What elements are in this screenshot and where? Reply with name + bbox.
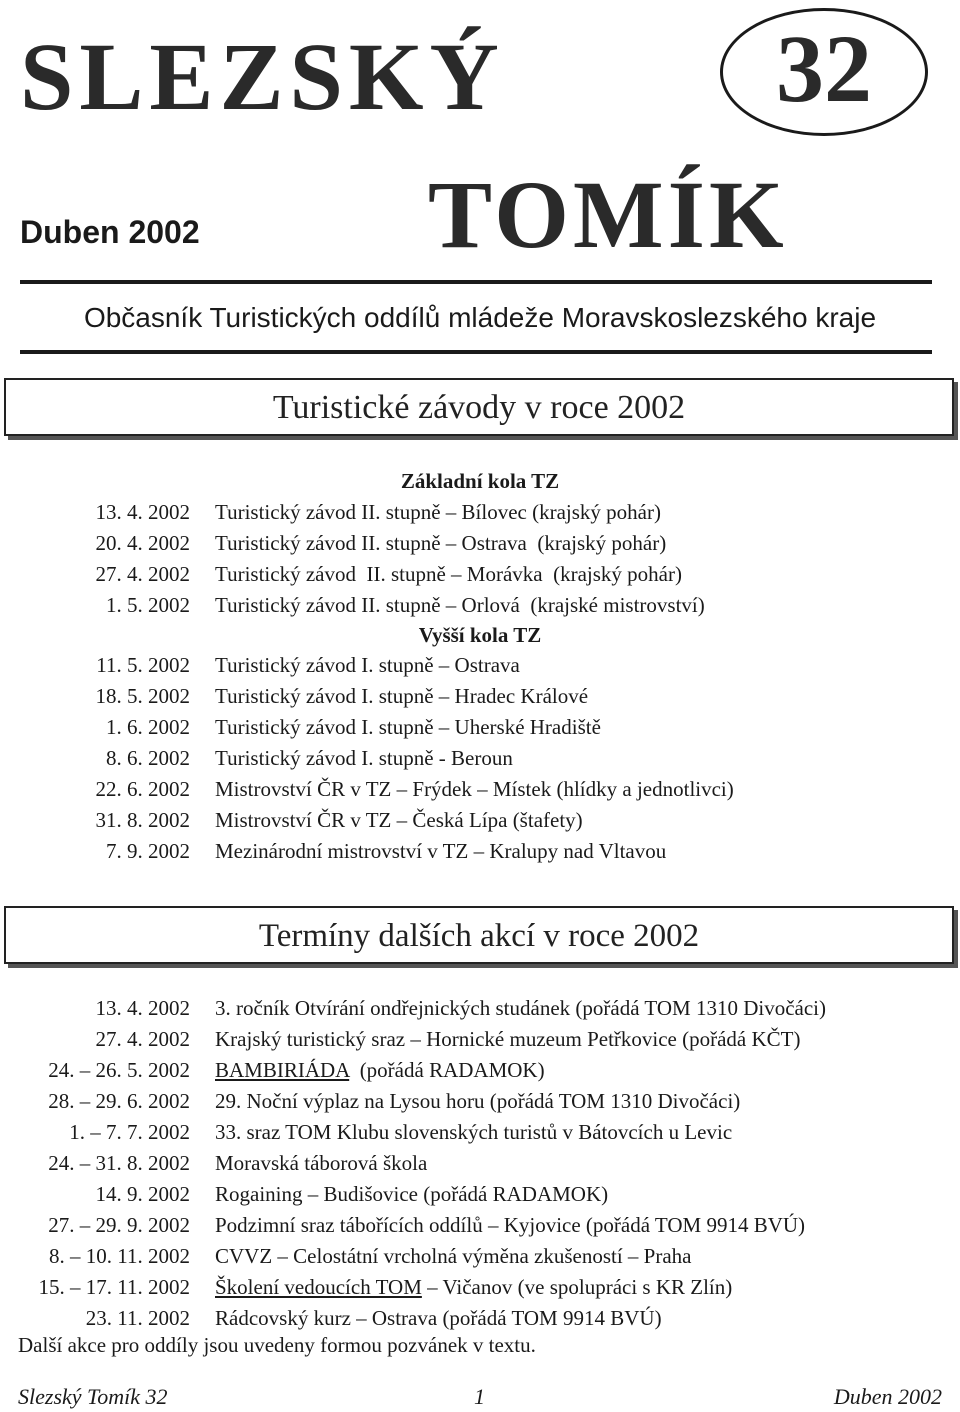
row-underlined-title: Školení vedoucích TOM [215, 1275, 422, 1299]
row-description [215, 1272, 732, 1303]
row-date: 24. – 31. 8. 2002 [48, 1151, 190, 1175]
race-row [0, 590, 960, 621]
row-text: Podzimní sraz tábořících oddílů – Kyjovice (pořádá TOM 9914 BVÚ) [215, 1213, 806, 1237]
row-underlined-title: BAMBIRIÁDA [215, 1058, 350, 1082]
race-row [0, 774, 960, 805]
row-text: Krajský turistický sraz – Hornické muzeum Petřkovice (pořádá KČT) [215, 1027, 801, 1051]
row-description: Turistický závod II. stupně – Bílovec (krajský pohár) [215, 500, 661, 524]
race-row [0, 743, 960, 774]
event-row [0, 1179, 960, 1210]
masthead-title-word2: TOMÍK [428, 161, 788, 268]
row-text: 3. ročník Otvírání ondřejnických studánek (pořádá TOM 1310 Divočáci) [215, 996, 826, 1020]
row-description: Mezinárodní mistrovství v TZ – Kralupy nad Vltavou [215, 839, 667, 863]
masthead-title-word1: SLEZSKÝ [20, 23, 505, 130]
event-row [0, 1148, 960, 1179]
row-description: Turistický závod I. stupně – Uherské Hradiště [215, 715, 601, 739]
footer-left: Slezský Tomík 32 [18, 1384, 168, 1409]
race-row [0, 712, 960, 743]
row-description [215, 1117, 732, 1148]
row-date: 31. 8. 2002 [95, 808, 190, 832]
row-text: 33. sraz TOM Klubu slovenských turistů v Bátovcích u Levic [215, 1120, 733, 1144]
row-text: 29. Noční výplaz na Lysou horu (pořádá TOM 1310 Divočáci) [215, 1089, 741, 1113]
row-date: 1. 5. 2002 [106, 593, 190, 617]
row-date: 13. 4. 2002 [95, 996, 190, 1020]
issue-number: 32 [776, 15, 872, 122]
footer-page-number: 1 [474, 1384, 485, 1409]
subtitle-rule [20, 350, 932, 354]
row-text: (pořádá RADAMOK) [349, 1058, 545, 1082]
row-date: 13. 4. 2002 [95, 500, 190, 524]
top-rule [20, 280, 932, 284]
race-row [0, 650, 960, 681]
row-description: Turistický závod II. stupně – Orlová (krajské mistrovství) [215, 593, 705, 617]
row-description [215, 1210, 805, 1241]
row-date: 11. 5. 2002 [96, 653, 190, 677]
row-date: 27. 4. 2002 [95, 1027, 190, 1051]
event-row [0, 1272, 960, 1303]
row-description: Turistický závod II. stupně – Ostrava (krajský pohár) [215, 531, 667, 555]
row-description [215, 1148, 427, 1179]
race-row [0, 805, 960, 836]
events-note: Další akce pro oddíly jsou uvedeny formou pozvánek v textu. [18, 1333, 536, 1357]
row-date: 1. – 7. 7. 2002 [69, 1120, 190, 1144]
row-date: 18. 5. 2002 [95, 684, 190, 708]
row-date: 27. – 29. 9. 2002 [48, 1213, 190, 1237]
row-description: Mistrovství ČR v TZ – Česká Lípa (štafety) [215, 808, 583, 832]
row-date: 15. – 17. 11. 2002 [38, 1275, 190, 1299]
row-date: 14. 9. 2002 [95, 1182, 190, 1206]
row-date: 1. 6. 2002 [106, 715, 190, 739]
row-description: Mistrovství ČR v TZ – Frýdek – Místek (hlídky a jednotlivci) [215, 777, 734, 801]
row-description: Turistický závod I. stupně - Beroun [215, 746, 513, 770]
row-description [215, 1241, 692, 1272]
row-date: 8. – 10. 11. 2002 [49, 1244, 190, 1268]
event-row [0, 993, 960, 1024]
row-date: 23. 11. 2002 [85, 1306, 190, 1330]
row-date: 8. 6. 2002 [106, 746, 190, 770]
heading-basic-rounds: Základní kola TZ [400, 469, 560, 493]
row-date: 22. 6. 2002 [95, 777, 190, 801]
row-text: Rogaining – Budišovice (pořádá RADAMOK) [215, 1182, 609, 1206]
dateline: Duben 2002 [20, 214, 200, 250]
row-text: Rádcovský kurz – Ostrava (pořádá TOM 9914 BVÚ) [215, 1306, 662, 1330]
row-text: – Vičanov (ve spolupráci s KR Zlín) [421, 1275, 733, 1299]
race-row [0, 559, 960, 590]
row-description: Turistický závod I. stupně – Ostrava [215, 653, 520, 677]
row-description [215, 1024, 801, 1055]
event-row [0, 1086, 960, 1117]
row-description [215, 1179, 608, 1210]
footer-right: Duben 2002 [833, 1384, 942, 1409]
events-banner: Termíny dalších akcí v roce 2002 [4, 906, 954, 964]
race-row [0, 528, 960, 559]
row-date: 20. 4. 2002 [95, 531, 190, 555]
row-date: 7. 9. 2002 [106, 839, 190, 863]
row-date: 28. – 29. 6. 2002 [48, 1089, 190, 1113]
newsletter-subtitle: Občasník Turistických oddílů mládeže Moravskoslezského kraje [83, 302, 877, 333]
races-banner: Turistické závody v roce 2002 [4, 378, 954, 436]
row-description [215, 993, 826, 1024]
event-row [0, 1241, 960, 1272]
row-description [215, 1086, 740, 1117]
event-row [0, 1210, 960, 1241]
race-row [0, 836, 960, 867]
race-row [0, 497, 960, 528]
heading-higher-rounds: Vyšší kola TZ [418, 623, 542, 647]
event-row [0, 1024, 960, 1055]
event-row [0, 1055, 960, 1086]
row-description: Turistický závod I. stupně – Hradec Králové [215, 684, 589, 708]
row-text: Moravská táborová škola [215, 1151, 428, 1175]
event-row [0, 1117, 960, 1148]
row-description: Turistický závod II. stupně – Morávka (krajský pohár) [215, 562, 682, 586]
row-date: 24. – 26. 5. 2002 [48, 1058, 190, 1082]
row-text: CVVZ – Celostátní vrcholná výměna zkušeností – Praha [215, 1244, 692, 1268]
row-description [215, 1055, 545, 1086]
race-row [0, 681, 960, 712]
row-date: 27. 4. 2002 [95, 562, 190, 586]
